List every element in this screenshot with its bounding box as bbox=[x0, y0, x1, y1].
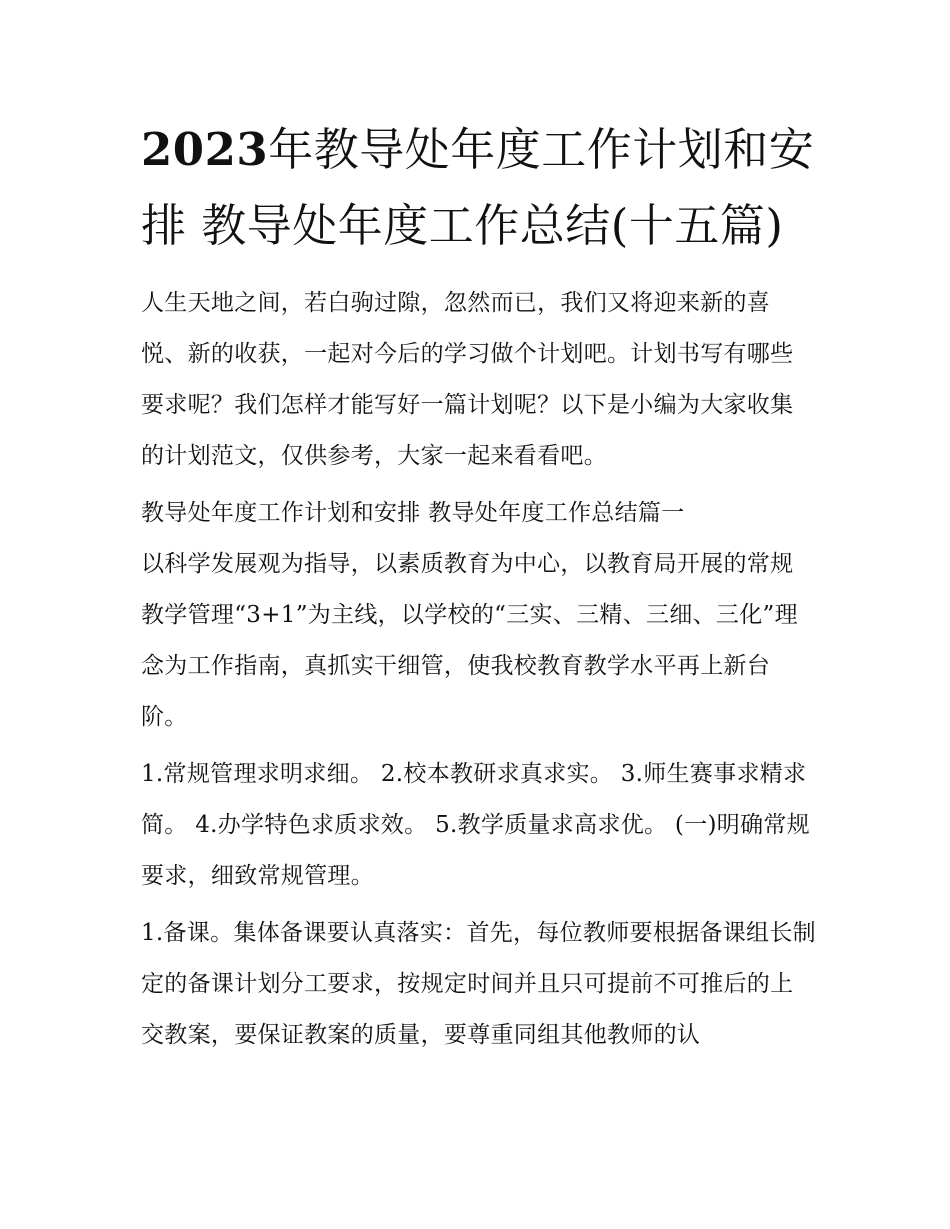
intro-paragraph: 人生天地之间，若白驹过隙，忽然而已，我们又将迎来新的喜悦、新的收获，一起对今后的学习做个计划吧。计划书写有哪些要求呢？我们怎样才能写好一篇计划呢？以下是小编为大家收集的计划范文，仅供参考，大家一起来看看吧。 bbox=[141, 290, 794, 469]
guideline-paragraph: 以科学发展观为指导，以素质教育为中心，以教育局开展的常规教学管理“3+1”为主线，以学校的“三实、三精、三细、三化”理念为工作指南，真抓实干细管，使我校教育教学水平再上新台阶。 bbox=[141, 551, 798, 730]
document-title bbox=[141, 112, 816, 264]
lesson-prep-paragraph: 1.备课。集体备课要认真落实：首先，每位教师要根据备课组长制定的备课计划分工要求，按规定时间并且只可提前不可推后的上交教案，要保证教案的质量，要尊重同组其他教师的认 bbox=[141, 920, 816, 1048]
title-text: 年教导处年度工作计划和安排 教导处年度工作总结(十五篇) bbox=[141, 123, 815, 252]
title-year: 2023 bbox=[141, 123, 269, 176]
section-heading: 教导处年度工作计划和安排 教导处年度工作总结篇一 bbox=[141, 500, 685, 526]
document-page bbox=[141, 112, 816, 1061]
goals-paragraph: 1.常规管理求明求细。 2.校本教研求真求实。 3.师生赛事求精求简。 4.办学特色求质求效。 5.教学质量求高求优。 (一)明确常规要求，细致常规管理。 bbox=[141, 761, 810, 889]
